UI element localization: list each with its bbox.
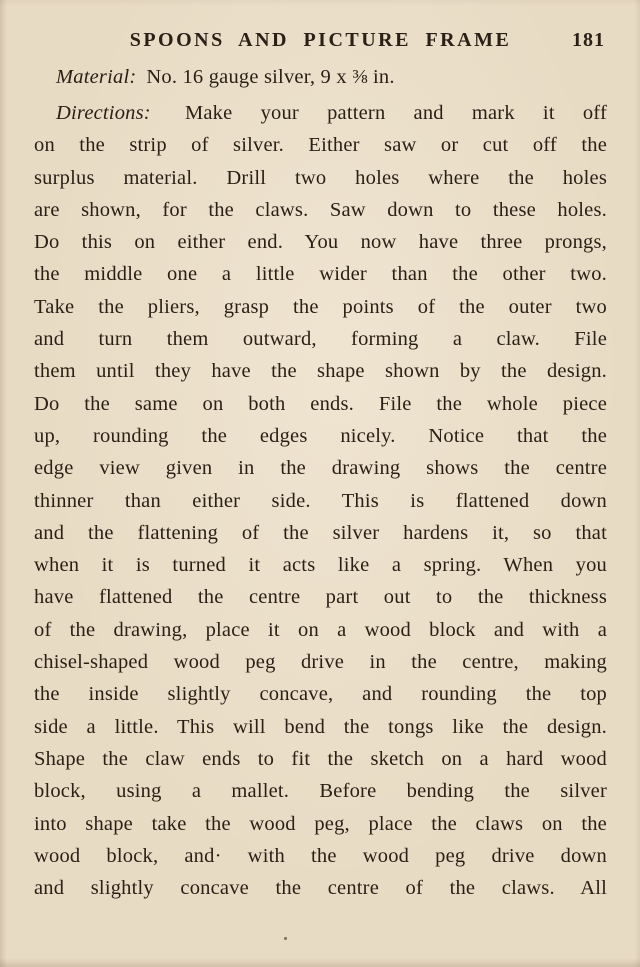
material-label: Material: [56, 66, 137, 88]
page-header [34, 27, 607, 53]
text-line: surplus material. Drill two holes where the holes [34, 166, 607, 189]
text-line: up, rounding the edges nicely. Notice that the [34, 424, 607, 447]
text-line: them until they have the shape shown by the design. [34, 360, 607, 383]
text-line: when it is turned it acts like a spring. When you [34, 554, 607, 577]
text-line: block, using a mallet. Before bending the silver [34, 780, 607, 803]
text-line: have flattened the centre part out to the thickness [34, 586, 607, 609]
material-text: No. 16 gauge silver, 9 x ⅜ in. [146, 66, 395, 88]
text-line: Directions: Make your pattern and mark it off [56, 102, 607, 124]
text-line: Do this on either end. You now have three prongs, [34, 231, 607, 254]
material-line [34, 61, 607, 93]
text-line: the middle one a little wider than the other two. [34, 263, 607, 286]
text-line: of the drawing, place it on a wood block and with a [34, 618, 607, 641]
page-number: 181 [572, 29, 605, 51]
running-title: SPOONS AND PICTURE FRAME [129, 29, 512, 51]
text-line: the inside slightly concave, and rounding the top [34, 683, 607, 706]
text-line: chisel-shaped wood peg drive in the centre, making [34, 651, 607, 674]
text-line: thinner than either side. This is flattened down [34, 489, 607, 512]
directions-paragraph [34, 97, 607, 904]
text-line: into shape take the wood peg, place the claws on the [34, 812, 607, 835]
text-line: and turn them outward, forming a claw. File [34, 328, 607, 351]
text-line: Do the same on both ends. File the whole piece [34, 392, 607, 415]
text-line: and the flattening of the silver hardens it, so that [34, 521, 607, 544]
text-line: are shown, for the claws. Saw down to these holes. [34, 198, 607, 221]
text-line: Shape the claw ends to fit the sketch on a hard wood [34, 747, 607, 770]
text-line: side a little. This will bend the tongs like the design. [34, 715, 607, 738]
text-line: edge view given in the drawing shows the centre [34, 457, 607, 480]
text-line: Take the pliers, grasp the points of the outer two [34, 295, 607, 318]
text-line: wood block, and· with the wood peg drive down [34, 844, 607, 867]
text-line: on the strip of silver. Either saw or cut off the [34, 134, 607, 157]
text-line: and slightly concave the centre of the claws. All [34, 877, 607, 900]
ink-speck [284, 937, 287, 940]
directions-label: Directions: [56, 102, 151, 124]
